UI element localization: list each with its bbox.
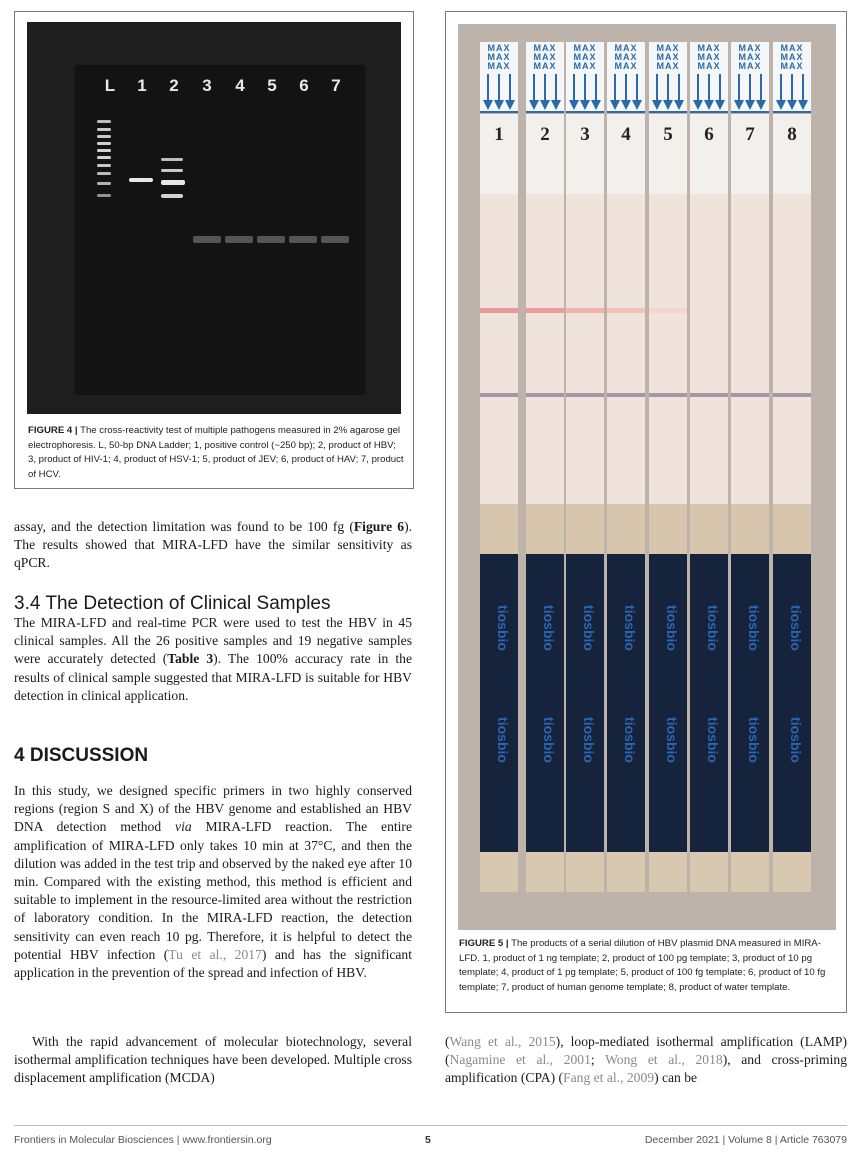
gel-image <box>27 22 401 414</box>
figure-5-caption <box>459 937 837 995</box>
brand-text: tiosbio <box>621 717 638 763</box>
lane-label: 7 <box>331 76 341 95</box>
brand-text: tiosbio <box>540 605 557 651</box>
control-line <box>480 393 518 397</box>
text: The MIRA-LFD and real-time PCR were used to test the HBV in 45 clinical samples. All the 26 positive samples and 19 negative samples were accurately detected ( <box>14 615 412 667</box>
strip-brand-logo <box>649 605 687 651</box>
strip-brand-logo <box>690 717 728 763</box>
strip-backing <box>566 554 604 852</box>
arrow-down-icon <box>773 72 811 114</box>
text: ) and has the significant application in the prevention of the spread and infection of HBV. <box>14 946 412 981</box>
figure-5 <box>445 11 847 1013</box>
control-line <box>566 393 604 397</box>
text: In this study, we designed specific primers in two highly conserved regions (region S and X) of the HBV genome and established an HBV DNA detection method <box>14 783 412 835</box>
arrow-down-icon <box>649 72 687 114</box>
sample-pad <box>773 852 811 892</box>
strip-brand-logo <box>731 605 769 651</box>
strip-brand-logo <box>480 605 518 651</box>
arrow-down-icon <box>566 72 604 114</box>
sample-pad <box>649 852 687 892</box>
gel-band <box>161 180 185 185</box>
gel-smear <box>257 236 285 243</box>
strip-max-label: MAX MAX MAX <box>487 43 511 71</box>
lfd-strip-photo <box>458 24 836 930</box>
brand-text: tiosbio <box>663 717 680 763</box>
brand-text: tiosbio <box>580 717 597 763</box>
strip-backing <box>690 554 728 852</box>
strip-max-label: MAX MAX MAX <box>656 43 680 71</box>
ladder-band <box>97 156 111 159</box>
strip-membrane <box>690 194 728 504</box>
lfd-strip <box>566 42 604 892</box>
test-line <box>773 308 811 313</box>
brand-text: tiosbio <box>494 605 511 651</box>
strip-number: 7 <box>745 124 755 145</box>
ladder-band <box>97 164 111 167</box>
strip-pad <box>690 504 728 554</box>
gel-band <box>161 169 183 172</box>
brand-text: tiosbio <box>745 605 762 651</box>
ladder-band <box>97 172 111 175</box>
lane-label: L <box>104 76 116 95</box>
strip-backing <box>480 554 518 852</box>
figure-4 <box>14 11 414 489</box>
paragraph <box>14 614 412 705</box>
sample-pad <box>731 852 769 892</box>
ladder-band <box>97 149 111 152</box>
section-heading: 4 DISCUSSION <box>14 745 149 766</box>
brand-text: tiosbio <box>540 717 557 763</box>
citation-link[interactable]: Wong et al., 2018 <box>605 1052 723 1068</box>
lfd-strip <box>607 42 645 892</box>
lane-label: 2 <box>169 76 179 95</box>
control-line <box>690 393 728 397</box>
strip-max-label: MAX MAX MAX <box>697 43 721 71</box>
strip-brand-logo <box>480 717 518 763</box>
test-line <box>566 308 604 313</box>
strip-brand-logo <box>526 717 564 763</box>
figure-label: FIGURE 5 | <box>459 938 509 949</box>
strip-brand-logo <box>649 717 687 763</box>
gel-smear <box>193 236 221 243</box>
lane-label: 3 <box>202 76 212 95</box>
lane-label: 6 <box>299 76 309 95</box>
gel-smear <box>289 236 317 243</box>
figure-4-caption <box>28 424 406 482</box>
strip-number: 1 <box>494 124 504 145</box>
figure-reference[interactable]: Figure 6 <box>353 519 405 534</box>
text: ). The 100% accuracy rate in the results of clinical sample suggested that MIRA-LFD is suitable for HBV detection in clinical application. <box>14 651 412 703</box>
text: ; <box>590 1052 606 1068</box>
lane-label: 1 <box>137 76 147 95</box>
sample-pad <box>526 852 564 892</box>
test-line <box>690 308 728 313</box>
strip-number: 2 <box>540 124 550 145</box>
strip-pad <box>566 504 604 554</box>
arrow-down-icon <box>731 72 769 114</box>
page-number: 5 <box>425 1134 431 1146</box>
strip-pad <box>649 504 687 554</box>
text: ), loop-mediated isothermal amplification (LAMP) ( <box>445 1034 848 1068</box>
test-line <box>526 308 564 313</box>
text: assay, and the detection limitation was found to be 100 fg ( <box>14 519 354 534</box>
lfd-strip <box>526 42 564 892</box>
sample-pad <box>480 852 518 892</box>
strip-max-label: MAX MAX MAX <box>533 43 557 71</box>
brand-text: tiosbio <box>745 717 762 763</box>
strip-membrane <box>731 194 769 504</box>
strip-max-label: MAX MAX MAX <box>780 43 804 71</box>
control-line <box>607 393 645 397</box>
paragraph <box>14 518 412 573</box>
strip-max-label: MAX MAX MAX <box>573 43 597 71</box>
strip-number: 8 <box>787 124 797 145</box>
brand-text: tiosbio <box>704 717 721 763</box>
strip-membrane <box>649 194 687 504</box>
strip-number: 5 <box>663 124 673 145</box>
strip-number: 6 <box>704 124 714 145</box>
paragraph <box>445 1033 847 1088</box>
control-line <box>731 393 769 397</box>
strip-brand-logo <box>566 717 604 763</box>
lfd-strip <box>480 42 518 892</box>
citation-link[interactable]: Wang et al., 2015 <box>449 1034 556 1049</box>
ladder-band <box>97 142 111 145</box>
strip-brand-logo <box>773 605 811 651</box>
lfd-strip <box>773 42 811 892</box>
text: via <box>175 819 192 835</box>
gel-band <box>129 178 153 182</box>
text: ) can be <box>654 1070 698 1086</box>
gel-band <box>161 194 183 198</box>
lane-label: 5 <box>267 76 277 95</box>
strip-pad <box>480 504 518 554</box>
footer-divider <box>14 1125 847 1126</box>
arrow-down-icon <box>480 72 518 114</box>
figure-label: FIGURE 4 | <box>28 425 78 436</box>
strip-pad <box>526 504 564 554</box>
strip-pad <box>731 504 769 554</box>
ladder-band <box>97 128 111 131</box>
lfd-strip <box>649 42 687 892</box>
ladder-band <box>97 135 111 138</box>
strip-max-label: MAX MAX MAX <box>614 43 638 71</box>
citation-link[interactable]: Nagamine et al., 2001 <box>449 1052 591 1068</box>
strip-number: 4 <box>621 124 631 145</box>
ladder-band <box>97 120 111 123</box>
test-line <box>607 308 645 313</box>
strip-backing <box>607 554 645 852</box>
strip-backing <box>649 554 687 852</box>
text: ), and cross-priming amplification (CPA) ( <box>445 1052 848 1086</box>
footer-journal[interactable]: Frontiers in Molecular Biosciences | www.frontiersin.org <box>14 1134 272 1146</box>
strip-membrane <box>480 194 518 504</box>
caption-text: The cross-reactivity test of multiple pathogens measured in 2% agarose gel electrophoresis. L, 50-bp DNA Ladder; 1, positive control (~250 bp); 2, product of HBV; 3, product of HIV-1; 4, product of HSV-1; 5, product of JEV; 6, product of HAV; 7, product of HCV. <box>28 425 404 480</box>
gel-band <box>161 158 183 161</box>
lfd-strip <box>731 42 769 892</box>
ladder-band <box>97 194 111 197</box>
strip-membrane <box>773 194 811 504</box>
strip-max-label: MAX MAX MAX <box>738 43 762 71</box>
strip-brand-logo <box>526 605 564 651</box>
test-line <box>480 308 518 313</box>
gel-smear <box>225 236 253 243</box>
text: MIRA-LFD reaction. The entire amplification of MIRA-LFD only takes 10 min at 37°C, and then the dilution was added in the test trip and observed by the naked eye after 10 min. Compared with the existing method, this method is efficient and suitable to implement in the resource-limited area without the restriction of laboratory condition. In the MIRA-LFD reaction, the detection sensitivity can even reach 10 pg. Therefore, it is helpful to detect the potential HBV infection ( <box>14 819 412 962</box>
lfd-strip <box>690 42 728 892</box>
section-heading: 3.4 The Detection of Clinical Samples <box>14 593 331 614</box>
text: ( <box>445 1034 450 1049</box>
strip-brand-logo <box>566 605 604 651</box>
test-line <box>649 308 687 313</box>
table-reference[interactable]: Table 3 <box>167 651 214 667</box>
brand-text: tiosbio <box>787 605 804 651</box>
control-line <box>773 393 811 397</box>
sample-pad <box>566 852 604 892</box>
strip-backing <box>526 554 564 852</box>
arrow-down-icon <box>690 72 728 114</box>
strip-pad <box>607 504 645 554</box>
text: ). The results showed that MIRA-LFD have the similar sensitivity as qPCR. <box>14 519 412 571</box>
strip-brand-logo <box>607 717 645 763</box>
footer-citation: December 2021 | Volume 8 | Article 763079 <box>644 1134 847 1146</box>
strip-brand-logo <box>690 605 728 651</box>
citation-link[interactable]: Fang et al., 2009 <box>563 1070 655 1086</box>
brand-text: tiosbio <box>787 717 804 763</box>
strip-brand-logo <box>607 605 645 651</box>
brand-text: tiosbio <box>580 605 597 651</box>
strip-membrane <box>526 194 564 504</box>
ladder-band <box>97 182 111 185</box>
brand-text: tiosbio <box>663 605 680 651</box>
arrow-down-icon <box>607 72 645 114</box>
sample-pad <box>607 852 645 892</box>
gel-body <box>75 65 365 395</box>
gel-smear <box>321 236 349 243</box>
caption-text: The products of a serial dilution of HBV plasmid DNA measured in MIRA-LFD. 1, product of 1 ng template; 2, product of 100 pg template; 3, product of 10 pg template; 4, product of 1 pg template; 5, product of 100 fg template; 6, product of 10 fg template; 7, product of human genome template; 8, product of water template. <box>459 938 826 993</box>
strip-backing <box>773 554 811 852</box>
test-line <box>731 308 769 313</box>
lane-label: 4 <box>235 76 245 95</box>
strip-number: 3 <box>580 124 590 145</box>
arrow-down-icon <box>526 72 564 114</box>
brand-text: tiosbio <box>621 605 638 651</box>
strip-pad <box>773 504 811 554</box>
control-line <box>526 393 564 397</box>
sample-pad <box>690 852 728 892</box>
brand-text: tiosbio <box>704 605 721 651</box>
brand-text: tiosbio <box>494 717 511 763</box>
strip-membrane <box>566 194 604 504</box>
strip-brand-logo <box>773 717 811 763</box>
strip-brand-logo <box>731 717 769 763</box>
citation-link[interactable]: Tu et al., 2017 <box>168 946 262 962</box>
control-line <box>649 393 687 397</box>
strip-membrane <box>607 194 645 504</box>
paragraph: With the rapid advancement of molecular biotechnology, several isothermal amplification techniques have been developed. Multiple cross displacement amplification (MCDA) <box>14 1034 412 1086</box>
strip-backing <box>731 554 769 852</box>
paragraph <box>14 782 412 982</box>
